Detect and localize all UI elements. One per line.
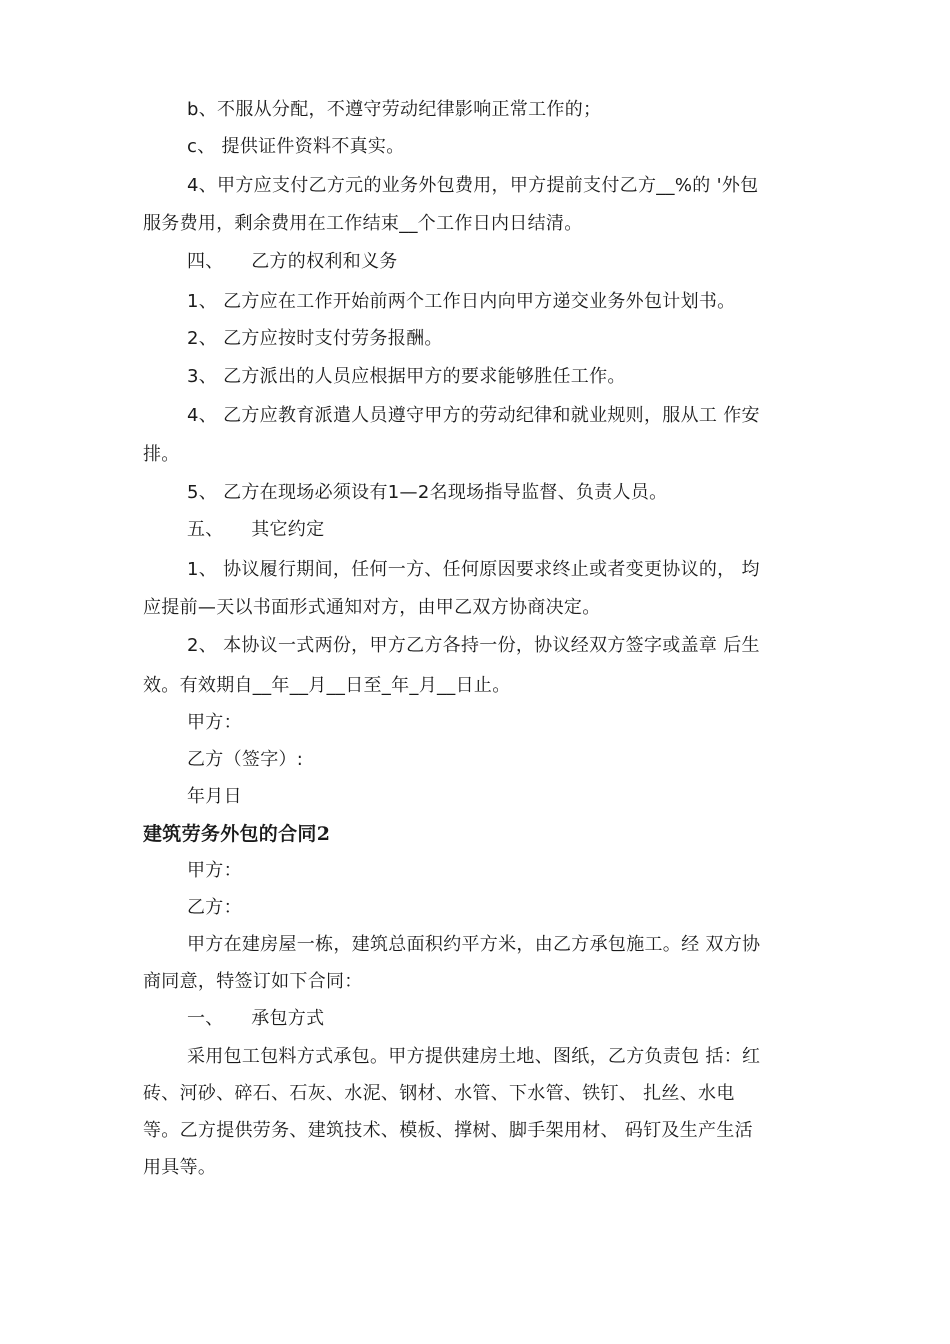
contract-method-text: 采用包工包料方式承包。甲方提供建房土地、图纸，乙方负责包 括：红 [187, 1046, 761, 1067]
contract-method-cont-3: 用具等。 [143, 1157, 217, 1178]
contract-2-party-b: 乙方： [187, 897, 242, 918]
party-b-item-3: 3、 乙方派出的人员应根据甲方的要求能够胜任工作。 [187, 366, 626, 387]
party-b-item-4-cont: 排。 [143, 444, 180, 465]
party-b-signature-line: 乙方（签字）: [187, 749, 304, 770]
other-item-2-cont: 效。有效期自__年__月__日至_年_月__日止。 [143, 675, 511, 696]
section-1-heading: 一、 承包方式 [187, 1008, 325, 1029]
party-b-item-1: 1、 乙方应在工作开始前两个工作日内向甲方递交业务外包计划书。 [187, 291, 736, 312]
other-item-2: 2、 本协议一式两份，甲方乙方各持一份，协议经双方签字或盖章 后生 [187, 635, 760, 656]
clause-c-text: c、 提供证件资料不真实。 [187, 136, 405, 157]
contract-method-cont-1: 砖、河砂、碎石、石灰、水泥、钢材、水管、下水管、铁钉、 扎丝、水电 [143, 1083, 735, 1104]
date-line: 年月日 [187, 786, 242, 807]
contract-2-intro-cont: 商同意，特签订如下合同： [143, 971, 363, 992]
other-item-1-cont: 应提前—天以书面形式通知对方，由甲乙双方协商决定。 [143, 597, 601, 618]
clause-4-text: 4、甲方应支付乙方元的业务外包费用，甲方提前支付乙方__%的 '外包 [187, 175, 759, 196]
other-item-1: 1、 协议履行期间，任何一方、任何原因要求终止或者变更协议的， 均 [187, 559, 760, 580]
party-b-item-2: 2、 乙方应按时支付劳务报酬。 [187, 328, 443, 349]
contract-2-title: 建筑劳务外包的合同2 [143, 823, 331, 845]
clause-b-text: b、不服从分配，不遵守劳动纪律影响正常工作的； [187, 99, 602, 120]
contract-method-cont-2: 等。乙方提供劳务、建筑技术、模板、撑树、脚手架用材、 码钉及生产生活 [143, 1120, 753, 1141]
clause-4-continued: 服务费用，剩余费用在工作结束__个工作日内日结清。 [143, 213, 583, 234]
contract-2-party-a: 甲方： [187, 860, 242, 881]
section-4-heading: 四、 乙方的权利和义务 [187, 251, 398, 272]
party-b-item-5: 5、 乙方在现场必须设有1—2名现场指导监督、负责人员。 [187, 482, 668, 503]
party-b-item-4: 4、 乙方应教育派遣人员遵守甲方的劳动纪律和就业规则，服从工 作安 [187, 405, 760, 426]
section-5-heading: 五、 其它约定 [187, 519, 325, 540]
party-a-signature-line: 甲方： [187, 712, 242, 733]
contract-2-intro: 甲方在建房屋一栋，建筑总面积约平方米，由乙方承包施工。经 双方协 [187, 934, 761, 955]
